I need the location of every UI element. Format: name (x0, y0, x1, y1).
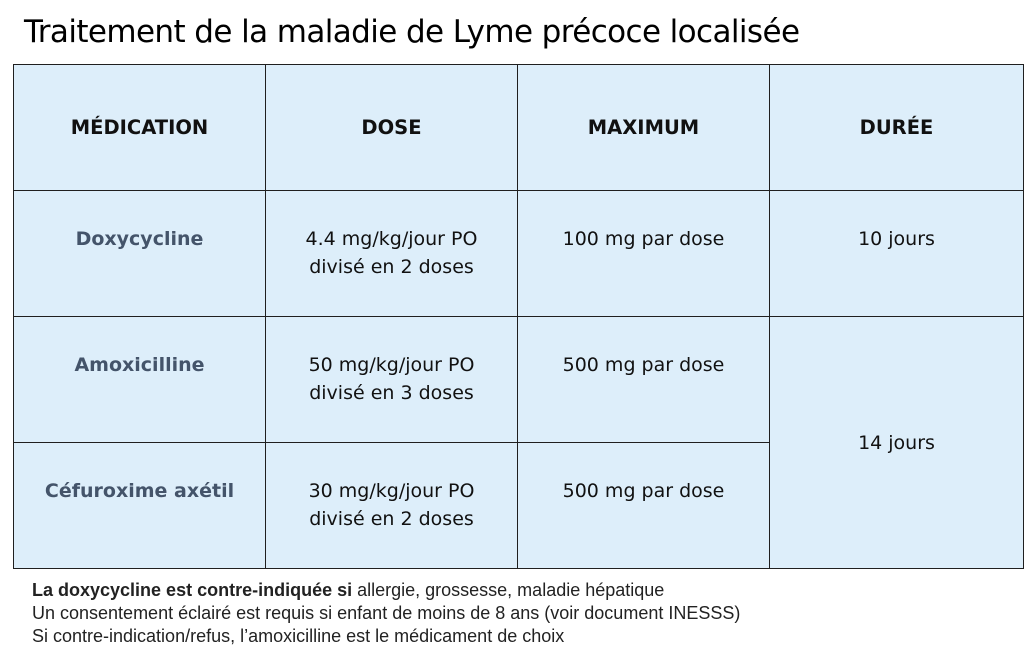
dose-line: 50 mg/kg/jour PO (308, 354, 475, 376)
dose-line: divisé en 3 doses (309, 382, 474, 404)
header-duration: DURÉE (770, 65, 1024, 191)
dose-line: divisé en 2 doses (309, 256, 474, 278)
note-alternative: Si contre-indication/refus, l’amoxicilline est le médicament de choix (32, 626, 565, 646)
table-header-row (14, 65, 1024, 191)
dose-line: 30 mg/kg/jour PO (308, 480, 475, 502)
medication-cell: Amoxicilline (14, 317, 266, 443)
table-row (14, 191, 1024, 317)
note-contraindication-rest: allergie, grossesse, maladie hépatique (352, 580, 665, 600)
page-title: Traitement de la maladie de Lyme précoce localisée (24, 14, 800, 50)
maximum-cell: 500 mg par dose (518, 317, 770, 443)
duration-cell: 10 jours (770, 191, 1024, 317)
maximum-cell: 100 mg par dose (518, 191, 770, 317)
dose-cell (266, 443, 518, 569)
dose-cell (266, 191, 518, 317)
medication-cell: Céfuroxime axétil (14, 443, 266, 569)
treatment-table (13, 64, 1024, 569)
table-row (14, 317, 1024, 443)
note-contraindication (32, 579, 740, 602)
dose-line: 4.4 mg/kg/jour PO (305, 228, 478, 250)
medication-cell: Doxycycline (14, 191, 266, 317)
dose-line: divisé en 2 doses (309, 508, 474, 530)
maximum-cell: 500 mg par dose (518, 443, 770, 569)
notes (32, 579, 740, 648)
note-consent: Un consentement éclairé est requis si enfant de moins de 8 ans (voir document INESSS) (32, 603, 741, 623)
header-medication: MÉDICATION (14, 65, 266, 191)
header-maximum: MAXIMUM (518, 65, 770, 191)
duration-cell: 14 jours (770, 317, 1024, 569)
header-dose: DOSE (266, 65, 518, 191)
note-contraindication-bold: La doxycycline est contre-indiquée si (32, 580, 353, 600)
dose-cell (266, 317, 518, 443)
